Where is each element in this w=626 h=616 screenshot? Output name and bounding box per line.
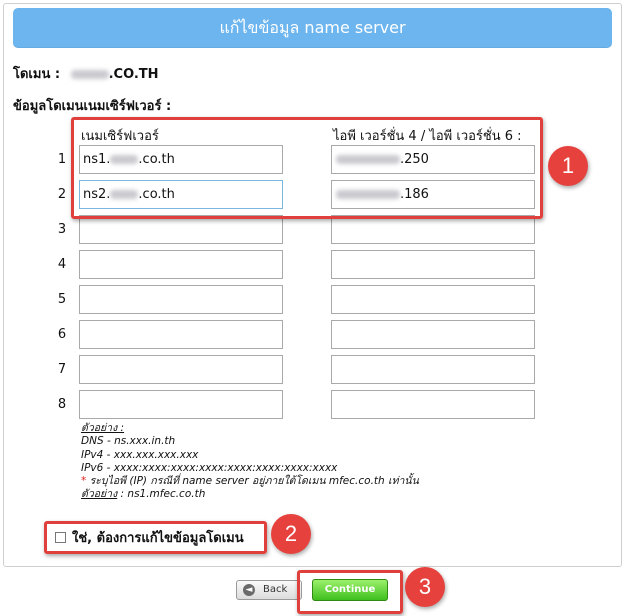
confirm-label: ใช่, ต้องการแก้ไขข้อมูลโดเมน bbox=[72, 531, 244, 546]
callout-box-1 bbox=[71, 117, 543, 219]
page-header bbox=[13, 8, 612, 48]
ip-input-4[interactable] bbox=[331, 250, 535, 279]
row-number: 6 bbox=[57, 327, 67, 342]
ns-prefix: ns1. bbox=[83, 152, 111, 167]
row-number: 7 bbox=[57, 362, 67, 377]
row-number: 2 bbox=[57, 187, 67, 202]
examples-note bbox=[81, 422, 419, 502]
examples-heading-2: ตัวอย่าง bbox=[81, 488, 118, 501]
domain-suffix: .CO.TH bbox=[108, 67, 159, 82]
column-header-nameserver: เนมเซิร์ฟเวอร์ bbox=[81, 129, 159, 144]
callout-badge-1: 1 bbox=[548, 146, 588, 186]
callout-badge-3: 3 bbox=[405, 567, 445, 607]
row-number: 3 bbox=[57, 222, 67, 237]
row-number: 8 bbox=[57, 397, 67, 412]
section-title: ข้อมูลโดเมนเนมเซิร์ฟเวอร์ : bbox=[13, 99, 172, 114]
page-title: แก้ไขข้อมูล name server bbox=[219, 18, 406, 37]
required-star: * bbox=[81, 475, 87, 488]
nameserver-input-4[interactable] bbox=[79, 250, 283, 279]
example2-text: : ns1.mfec.co.th bbox=[117, 488, 206, 501]
redacted-domain bbox=[71, 70, 109, 79]
examples-heading: ตัวอย่าง : bbox=[81, 422, 125, 434]
callout-box-2 bbox=[44, 521, 267, 554]
ip-input-8[interactable] bbox=[331, 390, 535, 419]
ip-input-5[interactable] bbox=[331, 285, 535, 314]
example2 bbox=[81, 488, 419, 501]
continue-label: Continue bbox=[324, 584, 376, 595]
callout-badge-2: 2 bbox=[271, 514, 311, 554]
domain-label: โดเมน : bbox=[13, 67, 61, 82]
row-number: 1 bbox=[57, 152, 67, 167]
ip-input-7[interactable] bbox=[331, 355, 535, 384]
ip-note bbox=[81, 475, 419, 488]
ip-suffix: .250 bbox=[400, 152, 429, 167]
nameserver-input-8[interactable] bbox=[79, 390, 283, 419]
back-label: Back bbox=[263, 584, 288, 595]
ns-prefix: ns2. bbox=[83, 187, 111, 202]
ns-suffix: .co.th bbox=[138, 152, 175, 167]
ns-suffix: .co.th bbox=[138, 187, 175, 202]
ip-note-text: ระบุไอพี (IP) กรณีที่ name server อยู่ภายใต้โดเมน mfec.co.th เท่านั้น bbox=[86, 475, 419, 488]
example-ipv6: IPv6 - xxxx:xxxx:xxxx:xxxx:xxxx:xxxx:xxxx:xxxx bbox=[81, 461, 338, 474]
row-number: 5 bbox=[57, 292, 67, 307]
ip-suffix: .186 bbox=[400, 187, 429, 202]
example-ipv4: IPv4 - xxx.xxx.xxx.xxx bbox=[81, 448, 199, 461]
domain-row bbox=[13, 63, 159, 84]
back-button[interactable] bbox=[236, 580, 302, 600]
back-arrow-icon: ◄ bbox=[243, 584, 255, 596]
ip-input-3[interactable] bbox=[331, 215, 535, 244]
column-header-ip: ไอพี เวอร์ชั่น 4 / ไอพี เวอร์ชั่น 6 : bbox=[333, 129, 522, 144]
nameserver-input-6[interactable] bbox=[79, 320, 283, 349]
nameserver-input-5[interactable] bbox=[79, 285, 283, 314]
callout-box-3 bbox=[297, 570, 403, 614]
example-dns: DNS - ns.xxx.in.th bbox=[81, 435, 176, 448]
row-number: 4 bbox=[57, 257, 67, 272]
ip-input-6[interactable] bbox=[331, 320, 535, 349]
nameserver-input-3[interactable] bbox=[79, 215, 283, 244]
nameserver-input-7[interactable] bbox=[79, 355, 283, 384]
